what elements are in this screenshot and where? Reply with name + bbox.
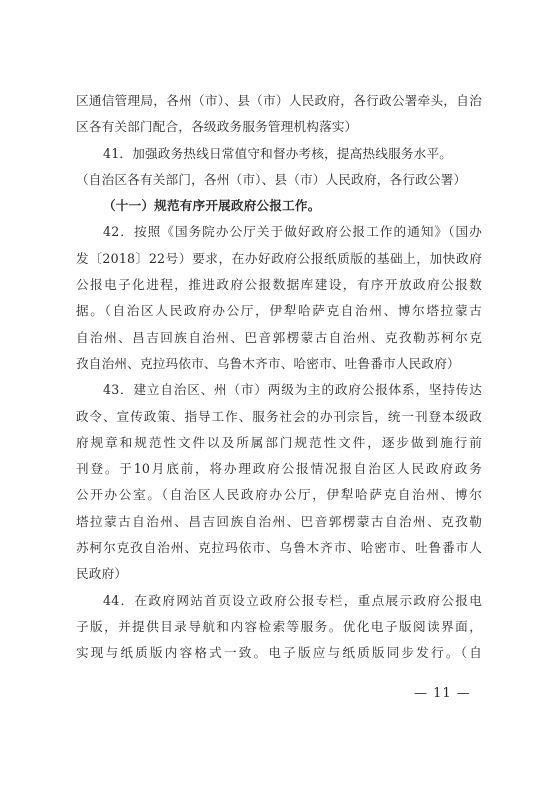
text-line: 孜自治州、克拉玛依市、乌鲁木齐市、哈密市、吐鲁番市人民政府） <box>76 355 460 371</box>
text-line: 子版，并提供目录导航和内容检索等服务。优化电子版阅读界面， <box>76 618 482 634</box>
text-line: 43．建立自治区、州（市）两级为主的政府公报体系，坚持传达 <box>103 382 482 398</box>
section-heading: （十一）规范有序开展政府公报工作。 <box>103 198 321 214</box>
text-line: 据。（自治区人民政府办公厅，伊犁哈萨克自治州、博尔塔拉蒙古 <box>76 303 482 319</box>
document-body <box>76 88 482 667</box>
page-number: — 11 — <box>414 686 471 701</box>
text-line: 政令、宣传政策、指导工作、服务社会的办刊宗旨，统一刊登本级政 <box>76 408 482 424</box>
text-line: 府规章和规范性文件以及所属部门规范性文件，逐步做到施行前 <box>76 434 482 450</box>
text-line: 刊登。于10月底前，将办理政府公报情况报自治区人民政府政务 <box>76 461 482 477</box>
text-line: 公报电子化进程，推进政府公报数据库建设，有序开放政府公报数 <box>76 277 482 293</box>
text-line: （自治区各有关部门，各州（市）、县（市）人民政府，各行政公署） <box>76 171 467 187</box>
text-line: 42．按照《国务院办公厅关于做好政府公报工作的通知》（国办 <box>103 224 482 240</box>
text-line: 塔拉蒙古自治州、昌吉回族自治州、巴音郭楞蒙古自治州、克孜勒 <box>76 513 482 529</box>
text-line: 区通信管理局，各州（市）、县（市）人民政府，各行政公署牵头，自治 <box>76 93 482 108</box>
text-line: 民政府） <box>76 566 128 582</box>
text-line: 发〔2018〕22号）要求，在办好政府公报纸质版的基础上，加快政府 <box>76 250 482 266</box>
text-line: 公开办公室。（自治区人民政府办公厅，伊犁哈萨克自治州、博尔 <box>76 487 482 503</box>
text-line: 41．加强政务热线日常值守和督办考核，提高热线服务水平。 <box>103 145 453 161</box>
text-line: 区各有关部门配合，各级政务服务管理机构落实） <box>76 119 358 135</box>
text-line: 44．在政府网站首页设立政府公报专栏，重点展示政府公报电 <box>103 592 482 608</box>
text-line: 实现与纸质版内容格式一致。电子版应与纸质版同步发行。（自 <box>76 645 482 661</box>
text-line: 自治州、昌吉回族自治州、巴音郭楞蒙古自治州、克孜勒苏柯尔克 <box>76 329 482 345</box>
text-line: 苏柯尔克孜自治州、克拉玛依市、乌鲁木齐市、哈密市、吐鲁番市人 <box>76 540 482 556</box>
